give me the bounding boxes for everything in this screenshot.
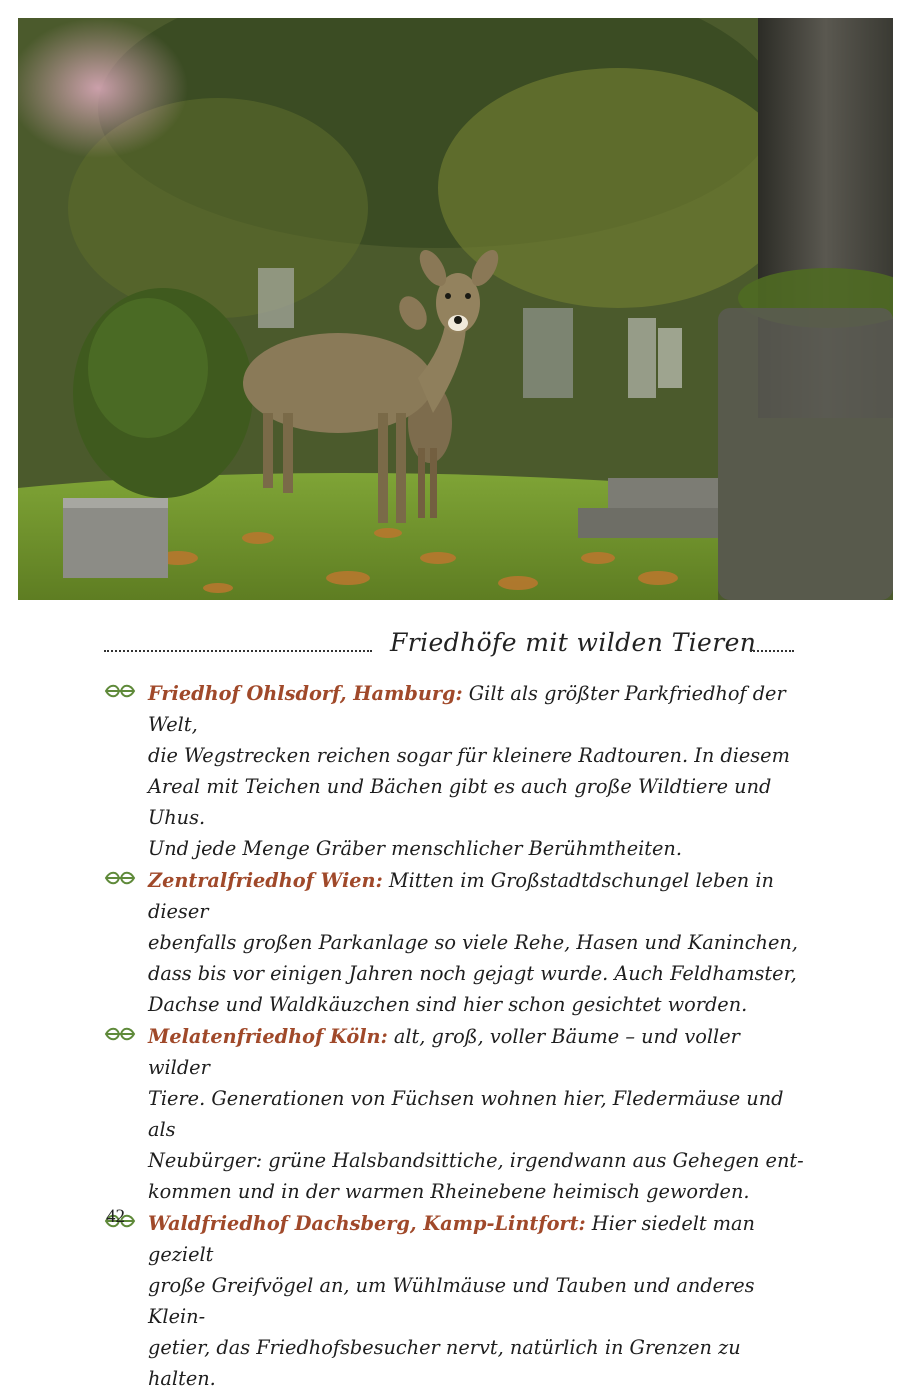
list-item — [104, 678, 804, 864]
text-line: Dachse und Waldkäuzchen sind hier schon gesichtet worden. — [148, 993, 748, 1016]
text-line: Gilt als größter Parkfriedhof der Welt, — [148, 682, 786, 736]
place-name: Waldfriedhof Dachsberg, Kamp-Lintfort: — [148, 1212, 586, 1235]
dotted-leader-left — [104, 650, 372, 652]
text-line: alt, groß, voller Bäume – und voller wilder — [148, 1025, 740, 1079]
list-item-text — [148, 1208, 804, 1394]
section-title: Friedhöfe mit wilden Tieren — [390, 628, 757, 657]
text-line: getier, das Friedhofsbesucher nervt, natürlich in Grenzen zu halten. — [148, 1336, 741, 1390]
place-name: Zentralfriedhof Wien: — [148, 869, 383, 892]
list-item-text — [148, 678, 804, 864]
text-line: kommen und in der warmen Rheinebene heimisch geworden. — [148, 1180, 750, 1203]
text-line: Und jede Menge Gräber menschlicher Berühmtheiten. — [148, 837, 682, 860]
page-number: 42 — [106, 1206, 125, 1227]
text-line: die Wegstrecken reichen sogar für kleinere Radtouren. In diesem — [148, 744, 790, 767]
text-line: Hier siedelt man gezielt — [148, 1212, 755, 1266]
place-name: Melatenfriedhof Köln: — [148, 1025, 388, 1048]
list-item-text — [148, 865, 804, 1020]
text-line: Mitten im Großstadtdschungel leben in dieser — [148, 869, 774, 923]
cemetery-deer-photo — [18, 18, 893, 600]
text-line: Neubürger: grüne Halsbandsittiche, irgendwann aus Gehegen ent- — [148, 1149, 804, 1172]
list-item — [104, 1021, 804, 1207]
text-line: ebenfalls großen Parkanlage so viele Rehe, Hasen und Kaninchen, — [148, 931, 798, 954]
text-line: Tiere. Generationen von Füchsen wohnen hier, Fledermäuse und als — [148, 1087, 784, 1141]
list-item — [104, 1208, 804, 1394]
place-name: Friedhof Ohlsdorf, Hamburg: — [148, 682, 463, 705]
leaf-ornament-icon — [104, 870, 136, 886]
leaf-ornament-icon — [104, 683, 136, 699]
text-line: Areal mit Teichen und Bächen gibt es auch große Wildtiere und Uhus. — [148, 775, 772, 829]
text-line: große Greifvögel an, um Wühlmäuse und Tauben und anderes Klein- — [148, 1274, 755, 1328]
cemetery-list — [104, 678, 804, 1395]
section-heading — [104, 628, 794, 668]
leaf-ornament-icon — [104, 1026, 136, 1042]
dotted-leader-right — [750, 650, 794, 652]
list-item-text — [148, 1021, 804, 1207]
list-item — [104, 865, 804, 1020]
text-line: dass bis vor einigen Jahren noch gejagt wurde. Auch Feldhamster, — [148, 962, 797, 985]
